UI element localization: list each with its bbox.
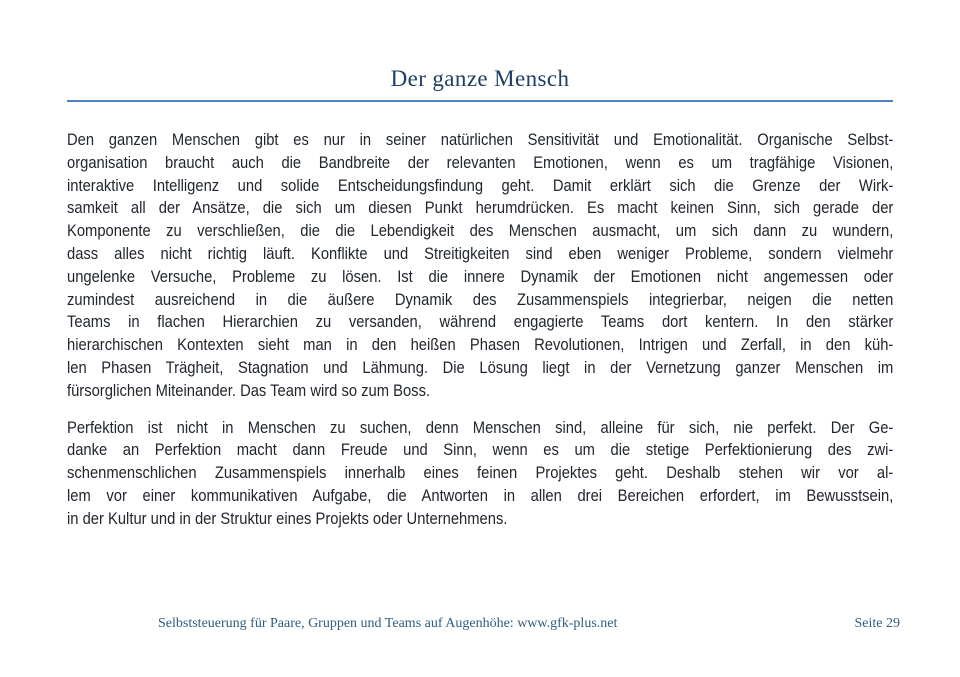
- text-line: fürsorglichen Miteinander. Das Team wird so zum Boss.: [67, 380, 431, 400]
- body-text: [67, 129, 893, 545]
- page-number: Seite 29: [854, 616, 900, 631]
- text-line: lem vor einer kommunikativen Aufgabe, die Antworten in allen drei Bereichen erfordert, im Bewusstsein,: [67, 485, 894, 505]
- footer-website-link[interactable]: www.gfk-plus.net: [517, 616, 618, 631]
- text-line: schenmenschlichen Zusammenspiels innerhalb eines feinen Projektes geht. Deshalb stehen wir vor al-: [67, 463, 894, 483]
- footer-caption: Selbststeuerung für Paare, Gruppen und Teams auf Augenhöhe:: [158, 616, 518, 631]
- text-line: Den ganzen Menschen gibt es nur in seiner natürlichen Sensitivität und Emotionalität. Organische Selbst-: [67, 130, 894, 149]
- text-line: ungelenke Versuche, Probleme zu lösen. Ist die innere Dynamik der Emotionen nicht angemessen oder: [67, 266, 894, 286]
- text-line: zumindest ausreichend in die äußere Dynamik des Zusammenspiels integrierbar, neigen die netten: [67, 289, 894, 309]
- footer-left: [158, 616, 617, 632]
- title-underline-rule: [67, 100, 893, 102]
- text-line: interaktive Intelligenz und solide Entscheidungsfindung geht. Damit erklärt sich die Grenze der Wirk-: [67, 175, 894, 195]
- page-title: Der ganze Mensch: [390, 66, 570, 91]
- text-line: Perfektion ist nicht in Menschen zu suchen, denn Menschen sind, alleine für sich, nie perfekt. Der Ge-: [67, 417, 894, 437]
- text-line: dass alles nicht richtig läuft. Konflikte und Streitigkeiten sind eben weniger Probleme, sondern vielmehr: [67, 243, 894, 263]
- text-line: danke an Perfektion macht dann Freude und Sinn, wenn es um die stetige Perfektionierung des zwi-: [67, 440, 894, 460]
- text-line: organisation braucht auch die Bandbreite der relevanten Emotionen, wenn es um tragfähige Visionen,: [67, 152, 894, 172]
- text-line: samkeit all der Ansätze, die sich um diesen Punkt herumdrücken. Es macht keinen Sinn, sich gerade der: [67, 198, 894, 218]
- text-line: len Phasen Trägheit, Stagnation und Lähmung. Die Lösung liegt in der Vernetzung ganzer Menschen im: [67, 357, 894, 377]
- text-line: in der Kultur und in der Struktur eines Projekts oder Unternehmens.: [67, 508, 508, 528]
- paragraph-2: [67, 417, 893, 531]
- paragraph-1: [67, 129, 893, 403]
- text-line: Komponente zu verschließen, die die Lebendigkeit des Menschen ausmacht, um sich dann zu wundern,: [67, 221, 894, 241]
- text-line: hierarchischen Kontexten sieht man in den heißen Phasen Revolutionen, Intrigen und Zerfall, in den küh-: [67, 335, 894, 355]
- text-line: Teams in flachen Hierarchien zu versanden, während engagierte Teams dort kentern. In den stärker: [67, 312, 894, 332]
